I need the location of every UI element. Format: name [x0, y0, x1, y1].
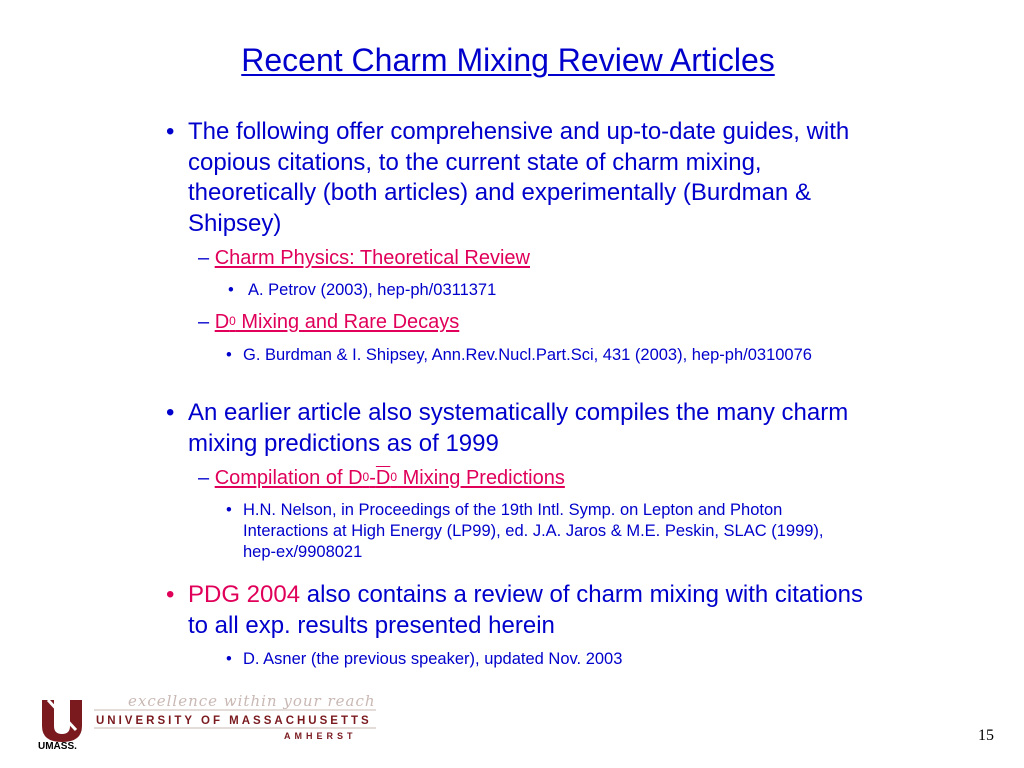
bullet-2-text: An earlier article also systematically compiles the many charm mixing predictions as of 1999 — [188, 399, 849, 457]
dash-marker: – — [198, 467, 210, 489]
ref-nelson: H.N. Nelson, in Proceedings of the 19th Intl. Symp. on Lepton and Photon Interactions at High Energy (LP99), ed. J.A. Jaros & M.E. Peskin, SLAC (1999), hep-ex/9908021 — [243, 501, 824, 561]
bullet-marker: • — [226, 501, 232, 519]
bullet-2 — [166, 398, 866, 459]
superscript: 0 — [362, 469, 370, 484]
ref-burdman-shipsey: G. Burdman & I. Shipsey, Ann.Rev.Nucl.Part.Sci, 431 (2003), hep-ph/0310076 — [243, 346, 812, 364]
bullet-3-ref — [226, 649, 866, 670]
slide-title: Recent Charm Mixing Review Articles — [241, 42, 775, 78]
superscript: 0 — [229, 313, 236, 328]
bullet-1 — [166, 117, 866, 239]
bullet-marker: • — [226, 650, 232, 668]
link-d0-mixing-rare-decays[interactable] — [215, 311, 460, 333]
umass-logo — [36, 692, 396, 752]
bullet-1-sub-2-ref — [226, 345, 866, 366]
bullet-1-sub-2 — [198, 309, 459, 335]
bullet-3-text — [188, 580, 866, 641]
bullet-marker: • — [226, 346, 232, 364]
logo-tagline: excellence within your reach — [128, 692, 376, 710]
bullet-marker: • — [166, 399, 175, 426]
link-text-part: D — [214, 311, 230, 333]
bullet-1-sub-1-ref — [228, 280, 868, 301]
bullet-2-sub-1-ref — [226, 500, 866, 563]
superscript: 0 — [390, 469, 398, 484]
bullet-2-sub-1 — [198, 465, 565, 491]
link-text-part: Compilation of D — [214, 467, 363, 489]
link-text-part: Mixing and Rare Decays — [235, 311, 460, 333]
bullet-3-body: also contains a review of charm mixing with citations to all exp. results presented herein — [188, 581, 863, 639]
ref-asner: D. Asner (the previous speaker), updated Nov. 2003 — [243, 650, 623, 668]
bullet-1-sub-1 — [198, 245, 530, 271]
dash-marker: – — [198, 247, 210, 269]
d-bar: D — [375, 467, 391, 489]
link-text-part: - — [369, 467, 376, 489]
bullet-marker: • — [228, 281, 234, 299]
logo-campus: AMHERST — [284, 731, 357, 741]
ref-petrov: A. Petrov (2003), hep-ph/0311371 — [248, 281, 497, 299]
bullet-marker: • — [166, 118, 175, 145]
logo-university: UNIVERSITY OF MASSACHUSETTS — [96, 715, 372, 727]
bullet-1-text: The following offer comprehensive and up-to-date guides, with copious citations, to the current state of charm mixing, theoretically (both articles) and experimentally (Burdman & Shipsey) — [188, 118, 850, 237]
pdg-highlight: PDG 2004 — [188, 581, 301, 608]
page-number: 15 — [978, 727, 994, 744]
umass-wordmark: UMASS. — [38, 741, 77, 752]
link-charm-physics-review[interactable]: Charm Physics: Theoretical Review — [214, 247, 530, 269]
bullet-3 — [166, 580, 866, 641]
dash-marker: – — [198, 311, 210, 333]
umass-mark-icon — [42, 700, 82, 742]
link-compilation-mixing-predictions[interactable] — [215, 467, 565, 489]
link-text-part: Mixing Predictions — [397, 467, 565, 489]
umass-logo-graphic — [36, 692, 396, 752]
bullet-marker: • — [166, 581, 175, 608]
